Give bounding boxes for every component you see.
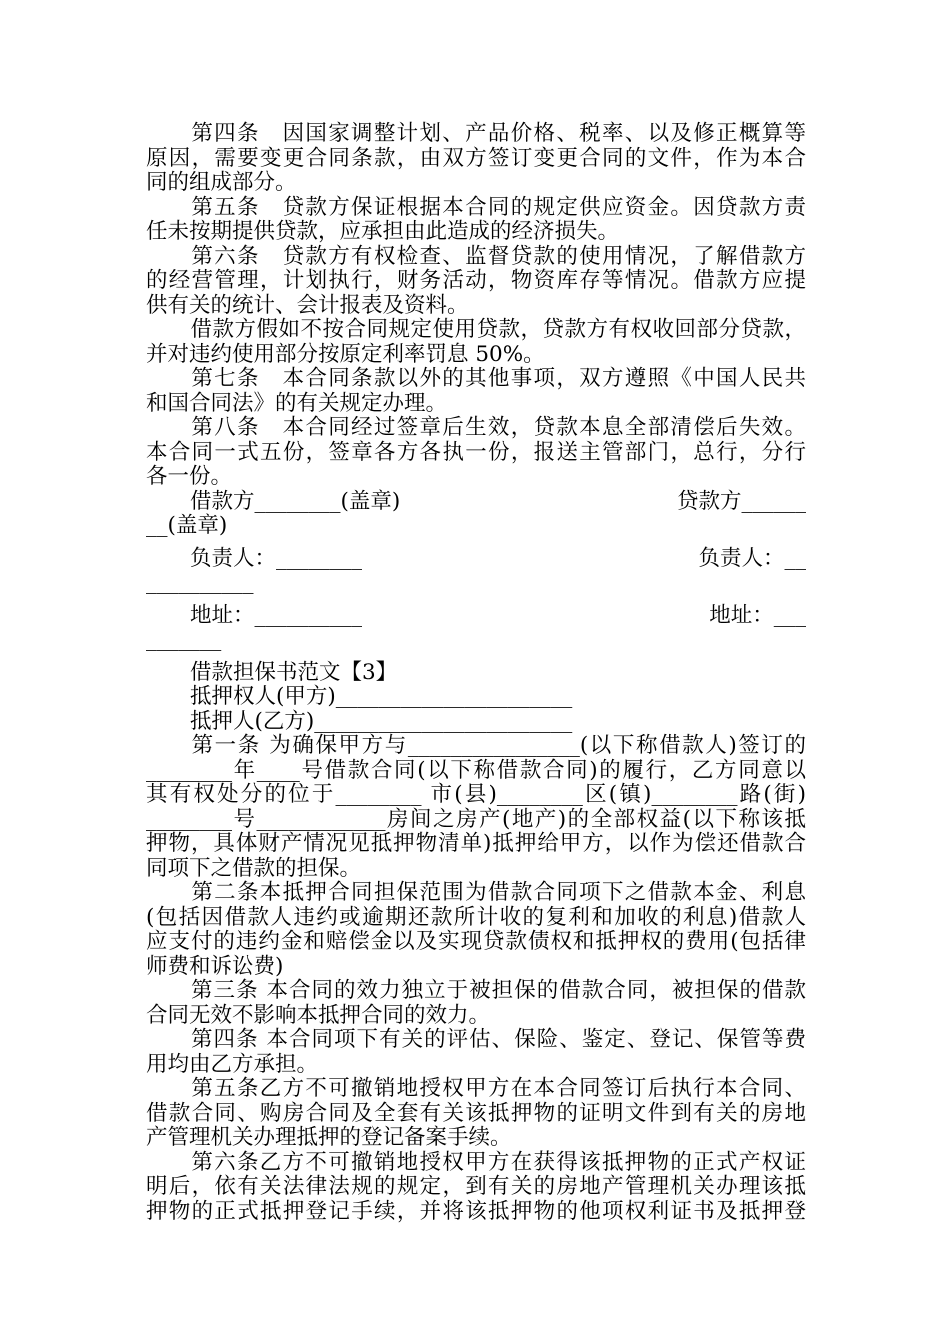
para-line: 其有权处分的位于________ 市(县)________区(镇)________路(街) [146,782,806,807]
para-line: 借款合同、购房合同及全套有关该抵押物的证明文件到有关的房地 [146,1100,806,1126]
para-line: 和国合同法》的有关规定办理。 [146,390,448,416]
para-line: 的经营管理，计划执行，财务活动，物资库存等情况。借款方应提 [146,268,806,293]
mortgagor-line: 抵押人(乙方)________________________ [190,708,573,734]
signature-row-party [146,490,806,515]
borrower-person: 负责人：________ [190,545,363,571]
mortgagee-line: 抵押权人(甲方)______________________ [190,684,573,709]
para-line: 第四条 本合同项下有关的评估、保险、鉴定、登记、保管等费 [190,1027,806,1052]
para-line: 押物的正式抵押登记手续，并将该抵押物的他项权利证书及抵押登 [146,1198,806,1224]
para-line: 第四条 因国家调整计划、产品价格、税率、以及修正概算等 [190,121,806,146]
para-line: 任未按期提供贷款，应承担由此造成的经济损失。 [146,219,620,244]
para-line: 第六条 贷款方有权检查、监督贷款的使用情况，了解借款方 [190,243,806,269]
para-line: 第六条乙方不可撤销地授权甲方在获得该抵押物的正式产权证 [190,1149,806,1175]
para-line: 应支付的违约金和赔偿金以及实现贷款债权和抵押权的费用(包括律 [146,929,806,954]
para-line: (包括因借款人违约或逾期还款所计收的复利和加收的利息)借款人 [146,904,806,930]
signature-row-address [146,604,806,629]
lender-signature: 贷款方______ [676,488,806,514]
para-line: 原因，需要变更合同条款，由双方签订变更合同的文件，作为本合 [146,145,806,171]
document-page [146,122,806,1224]
para-line: 供有关的统计、会计报表及资料。 [146,292,469,318]
signature-row-cont: __(盖章) [146,513,228,538]
borrower-address: 地址：__________ [190,602,363,628]
para-line: 押物，具体财产情况见抵押物清单)抵押给甲方，以作为偿还借款合 [146,831,806,856]
para-line: 第八条 本合同经过签章后生效，贷款本息全部清偿后失效。 [190,415,806,440]
para-line: 师费和诉讼费) [146,953,284,979]
para-line: 第五条 贷款方保证根据本合同的规定供应资金。因贷款方责 [190,194,806,220]
para-line: 借款方假如不按合同规定使用贷款，贷款方有权收回部分贷款， [190,317,806,342]
para-line: 各一份。 [146,464,233,489]
para-line: 同项下之借款的担保。 [146,855,362,881]
para-line: ________年____号借款合同(以下称借款合同)的履行，乙方同意以 [146,757,806,783]
lender-address: 地址：___ [709,602,806,628]
para-line: 明后，依有关法律法规的规定，到有关的房地产管理机关办理该抵 [146,1174,806,1199]
para-line: 用均由乙方承担。 [146,1051,319,1077]
para-line: ________号____________房间之房产(地产)的全部权益(以下称该抵 [146,806,806,832]
signature-row-cont: __________ [146,570,254,595]
para-line: 并对违约使用部分按原定利率罚息 50%。 [146,341,545,367]
para-line: 合同无效不影响本抵押合同的效力。 [146,1002,491,1028]
para-line: 第三条 本合同的效力独立于被担保的借款合同，被担保的借款 [190,978,806,1003]
para-line: 产管理机关办理抵押的登记备案手续。 [146,1125,512,1150]
signature-row-person [146,547,806,572]
para-line: 第五条乙方不可撤销地授权甲方在本合同签订后执行本合同、 [190,1076,806,1101]
lender-person: 负责人：__ [698,545,806,571]
para-line: 同的组成部分。 [146,170,297,195]
para-line: 第七条 本合同条款以外的其他事项，双方遵照《中国人民共 [190,366,806,391]
borrower-signature: 借款方________(盖章) [190,488,401,514]
para-line: 第二条本抵押合同担保范围为借款合同项下之借款本金、利息 [190,880,806,905]
signature-row-cont: _______ [146,627,222,652]
section-title: 借款担保书范文【3】 [190,659,398,685]
para-line: 本合同一式五份，签章各方各执一份，报送主管部门，总行，分行 [146,439,806,465]
para-line: 第一条 为确保甲方与________________(以下称借款人)签订的 [190,733,806,758]
